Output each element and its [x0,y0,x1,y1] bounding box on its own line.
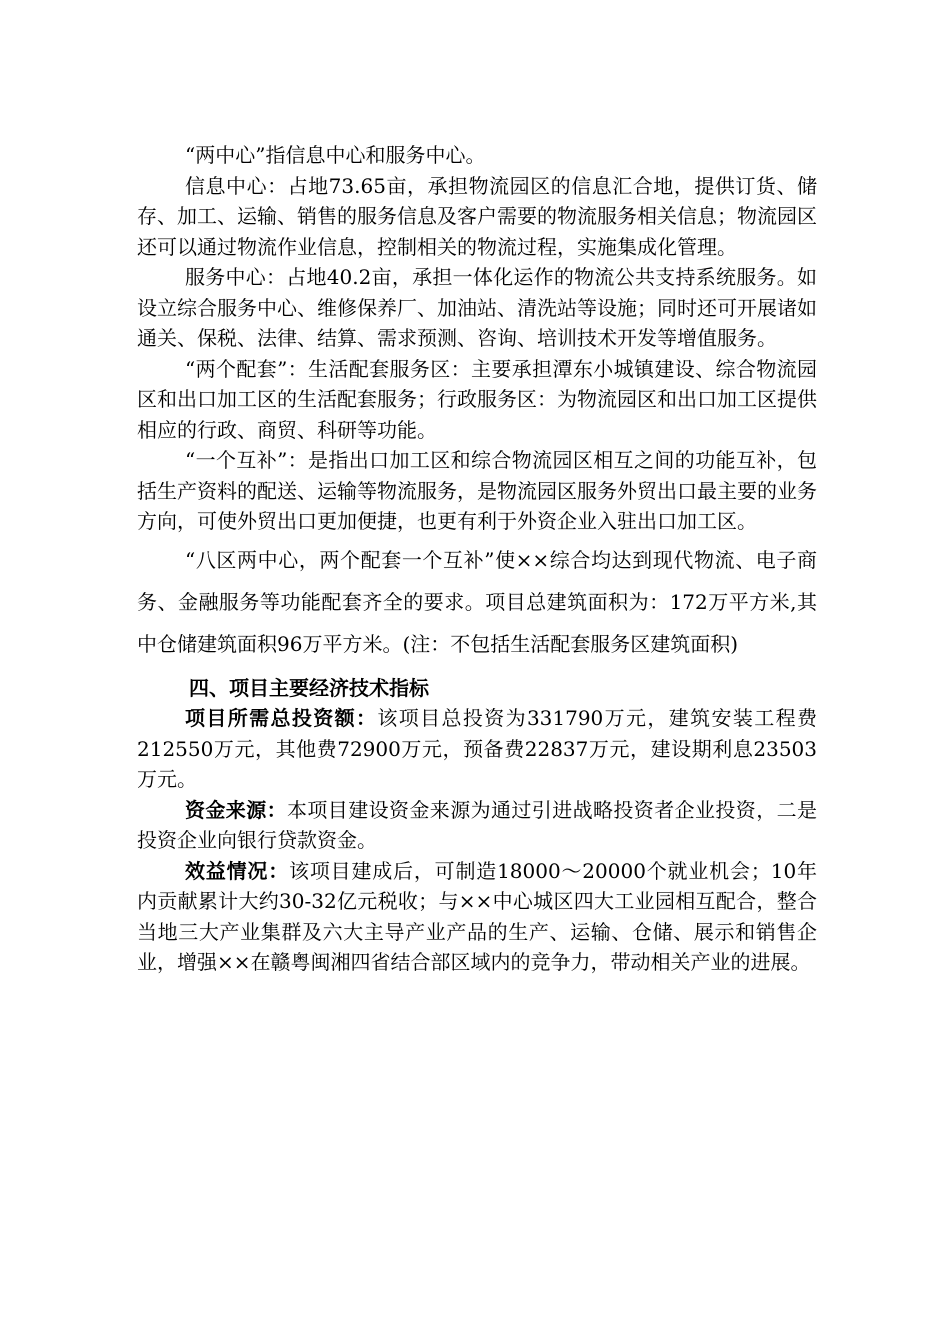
section-heading: 四、项目主要经济技术指标 [189,675,429,700]
paragraph-one-complement: “一个互补”：是指出口加工区和综合物流园区相互之间的功能互补，包括生产资料的配送、运输等物流服务，是物流园区服务外贸出口最主要的业务方向，可使外贸出口更加便捷，也更有利于外资企业入驻出口加工区。 [137,448,817,533]
paragraph-info-center: 信息中心：占地73.65亩，承担物流园区的信息汇合地，提供订货、储存、加工、运输、销售的服务信息及客户需要的物流服务相关信息；物流园区还可以通过物流作业信息，控制相关的物流过程，实施集成化管理。 [137,173,817,259]
paragraph-two-supports: “两个配套”：生活配套服务区：主要承担潭东小城镇建设、综合物流园区和出口加工区的生活配套服务；行政服务区：为物流园区和出口加工区提供相应的行政、商贸、科研等功能。 [137,356,817,442]
item-label: 资金来源： [185,797,287,822]
item-text: 本项目建设资金来源为通过引进战略投资者企业投资，二是投资企业向银行贷款资金。 [137,797,817,852]
item-label: 项目所需总投资额： [185,706,378,730]
paragraph-summary: “八区两中心，两个配套一个互补”使××综合均达到现代物流、电子商务、金融服务等功能配套齐全的要求。项目总建筑面积为：172万平方米,其中仓储建筑面积96万平方米。(注：不包括生活配套服务区建筑面积) [137,547,817,656]
item-label: 效益情况： [185,858,290,883]
paragraph-two-centers: “两中心”指信息中心和服务中心。 [185,143,486,167]
item-text: 该项目建成后，可制造18000～20000个就业机会；10年内贡献累计大约30-32亿元税收；与××中心城区四大工业园相互配合，整合当地三大产业集群及六大主导产业产品的生产、运输、仓储、展示和销售企业，增强××在赣粤闽湘四省结合部区域内的竞争力，带动相关产业的进展。 [137,858,818,974]
item-text: 该项目总投资为331790万元，建筑安装工程费212550万元，其他费72900万元，预备费22837万元，建设期利息23503万元。 [137,706,817,791]
paragraph-service-center: 服务中心：占地40.2亩，承担一体化运作的物流公共支持系统服务。如设立综合服务中心、维修保养厂、加油站、清洗站等设施；同时还可开展诸如通关、保税、法律、结算、需求预测、咨询、培训技术开发等增值服务。 [137,265,817,350]
item-benefits [137,856,817,978]
document-body [137,140,817,978]
item-funding-source [137,795,817,856]
item-total-investment [137,703,817,795]
